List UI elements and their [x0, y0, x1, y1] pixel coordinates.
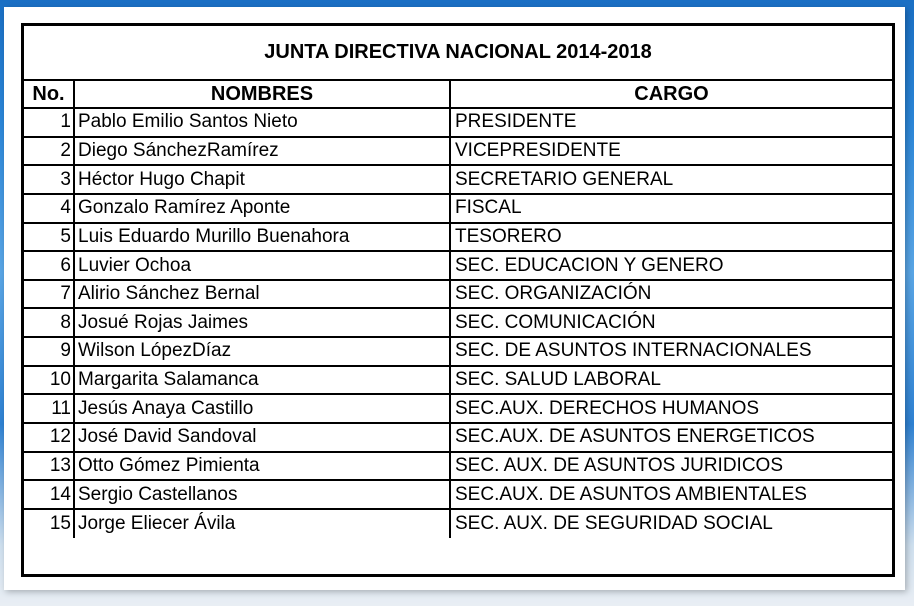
member-position: SEC. AUX. DE SEGURIDAD SOCIAL [450, 509, 892, 538]
board-table-frame [21, 23, 895, 577]
table-row [24, 480, 892, 509]
row-number: 2 [24, 137, 74, 166]
member-name: Luvier Ochoa [74, 251, 450, 280]
table-row [24, 280, 892, 309]
table-row [24, 509, 892, 538]
member-position: SEC.AUX. DE ASUNTOS ENERGETICOS [450, 423, 892, 452]
member-position: SEC. COMUNICACIÓN [450, 308, 892, 337]
member-position: SEC. DE ASUNTOS INTERNACIONALES [450, 337, 892, 366]
row-number: 1 [24, 108, 74, 137]
header-row [24, 81, 892, 108]
member-position: SEC.AUX. DE ASUNTOS AMBIENTALES [450, 480, 892, 509]
member-position: SEC. EDUCACION Y GENERO [450, 251, 892, 280]
table-title: JUNTA DIRECTIVA NACIONAL 2014-2018 [24, 26, 892, 81]
row-number: 13 [24, 452, 74, 481]
table-row [24, 423, 892, 452]
row-number: 4 [24, 194, 74, 223]
table-body [24, 108, 892, 538]
row-number: 11 [24, 394, 74, 423]
member-position: VICEPRESIDENTE [450, 137, 892, 166]
header-cargo: CARGO [450, 81, 892, 108]
member-name: Pablo Emilio Santos Nieto [74, 108, 450, 137]
member-name: Jesús Anaya Castillo [74, 394, 450, 423]
document-sheet [4, 7, 905, 590]
row-number: 15 [24, 509, 74, 538]
member-position: SEC. SALUD LABORAL [450, 366, 892, 395]
member-position: FISCAL [450, 194, 892, 223]
member-position: PRESIDENTE [450, 108, 892, 137]
table-row [24, 223, 892, 252]
member-name: Sergio Castellanos [74, 480, 450, 509]
header-no: No. [24, 81, 74, 108]
table-row [24, 251, 892, 280]
row-number: 7 [24, 280, 74, 309]
member-name: Jorge Eliecer Ávila [74, 509, 450, 538]
member-name: Margarita Salamanca [74, 366, 450, 395]
row-number: 10 [24, 366, 74, 395]
member-position: SEC. ORGANIZACIÓN [450, 280, 892, 309]
row-number: 3 [24, 165, 74, 194]
row-number: 8 [24, 308, 74, 337]
table-row [24, 137, 892, 166]
member-position: TESORERO [450, 223, 892, 252]
member-name: Diego SánchezRamírez [74, 137, 450, 166]
table-row [24, 337, 892, 366]
member-name: Alirio Sánchez Bernal [74, 280, 450, 309]
member-name: Otto Gómez Pimienta [74, 452, 450, 481]
table-row [24, 394, 892, 423]
table-row [24, 194, 892, 223]
table-row [24, 366, 892, 395]
row-number: 5 [24, 223, 74, 252]
row-number: 14 [24, 480, 74, 509]
header-nombres: NOMBRES [74, 81, 450, 108]
member-position: SEC. AUX. DE ASUNTOS JURIDICOS [450, 452, 892, 481]
row-number: 6 [24, 251, 74, 280]
member-name: Josué Rojas Jaimes [74, 308, 450, 337]
table-row [24, 308, 892, 337]
member-name: Héctor Hugo Chapit [74, 165, 450, 194]
table-row [24, 108, 892, 137]
member-position: SEC.AUX. DERECHOS HUMANOS [450, 394, 892, 423]
member-name: Gonzalo Ramírez Aponte [74, 194, 450, 223]
table-row [24, 165, 892, 194]
table-row [24, 452, 892, 481]
row-number: 12 [24, 423, 74, 452]
board-table [24, 81, 892, 538]
row-number: 9 [24, 337, 74, 366]
member-name: José David Sandoval [74, 423, 450, 452]
member-position: SECRETARIO GENERAL [450, 165, 892, 194]
member-name: Wilson LópezDíaz [74, 337, 450, 366]
member-name: Luis Eduardo Murillo Buenahora [74, 223, 450, 252]
